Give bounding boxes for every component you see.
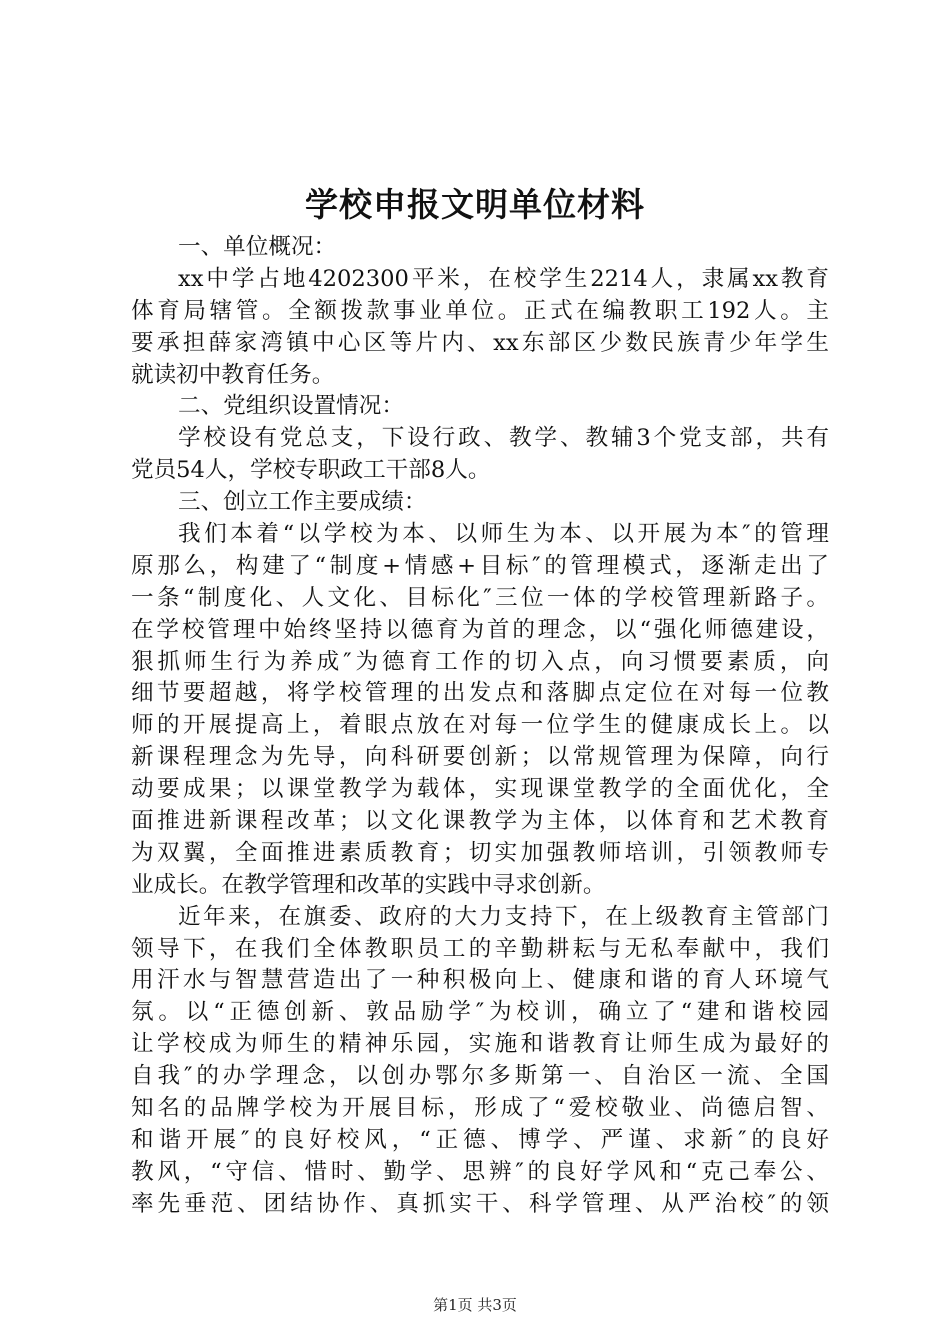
text-line: 细节要超越，将学校管理的出发点和落脚点定位在对每一位教: [131, 680, 829, 707]
text-line: 一条“制度化、人文化、目标化″三位一体的学校管理新路子。: [131, 584, 829, 611]
text-line: 教风，“守信、惜时、勤学、思辨″的良好学风和“克己奉公、: [131, 1158, 829, 1185]
text-line: 体育局辖管。全额拨款事业单位。正式在编教职工192人。主: [131, 297, 829, 324]
text-line: 我们本着“以学校为本、以师生为本、以开展为本″的管理: [178, 521, 829, 548]
page-footer: 第1页 共3页: [433, 1296, 517, 1314]
section-heading: 二、党组织设置情况：: [178, 393, 404, 420]
text-line: 为双翼，全面推进素质教育；切实加强教师培训，引领教师专: [131, 839, 829, 866]
text-line: 知名的品牌学校为开展目标，形成了“爱校敬业、尚德启智、: [131, 1095, 829, 1122]
text-line: 学校设有党总支，下设行政、教学、教辅3个党支部，共有: [178, 425, 829, 452]
text-line: 近年来，在旗委、政府的大力支持下，在上级教育主管部门: [178, 903, 829, 930]
text-line: 氛。以“正德创新、敦品励学″为校训，确立了“建和谐校园: [131, 999, 829, 1026]
text-line: 让学校成为师生的精神乐园，实施和谐教育让师生成为最好的: [131, 1031, 829, 1058]
text-line: 率先垂范、团结协作、真抓实干、科学管理、从严治校″的领: [131, 1190, 829, 1217]
text-line: 动要成果；以课堂教学为载体，实现课堂教学的全面优化，全: [131, 776, 829, 803]
section-heading: 一、单位概况：: [178, 234, 337, 260]
text-line: 和谐开展″的良好校风，“正德、博学、严谨、求新″的良好: [131, 1126, 829, 1153]
text-line: xx中学占地4202300平米，在校学生2214人，隶属xx教育: [178, 265, 829, 292]
text-line: 在学校管理中始终坚持以德育为首的理念，以“强化师德建设，: [131, 616, 829, 643]
section-heading: 三、创立工作主要成绩：: [178, 489, 427, 516]
text-line: 师的开展提高上，着眼点放在对每一位学生的健康成长上。以: [131, 712, 829, 739]
text-line: 用汗水与智慧营造出了一种积极向上、健康和谐的育人环境气: [131, 967, 829, 994]
text-line: 新课程理念为先导，向科研要创新；以常规管理为保障，向行: [131, 744, 829, 771]
document-title: 学校申报文明单位材料: [305, 185, 645, 224]
text-line: 就读初中教育任务。: [131, 361, 335, 388]
text-line: 要承担薛家湾镇中心区等片内、xx东部区少数民族青少年学生: [131, 329, 829, 356]
document-body: [131, 232, 829, 1221]
text-line: 狠抓师生行为养成″为德育工作的切入点，向习惯要素质，向: [131, 648, 829, 675]
text-line: 党员54人，学校专职政工干部8人。: [131, 457, 491, 484]
text-line: 自我″的办学理念，以创办鄂尔多斯第一、自治区一流、全国: [131, 1063, 829, 1090]
text-line: 领导下，在我们全体教职员工的辛勤耕耘与无私奉献中，我们: [131, 935, 829, 962]
text-line: 业成长。在教学管理和改革的实践中寻求创新。: [131, 871, 606, 898]
text-line: 原那么，构建了“制度+情感+目标″的管理模式，逐渐走出了: [131, 552, 829, 579]
text-line: 面推进新课程改革；以文化课教学为主体，以体育和艺术教育: [131, 808, 829, 835]
